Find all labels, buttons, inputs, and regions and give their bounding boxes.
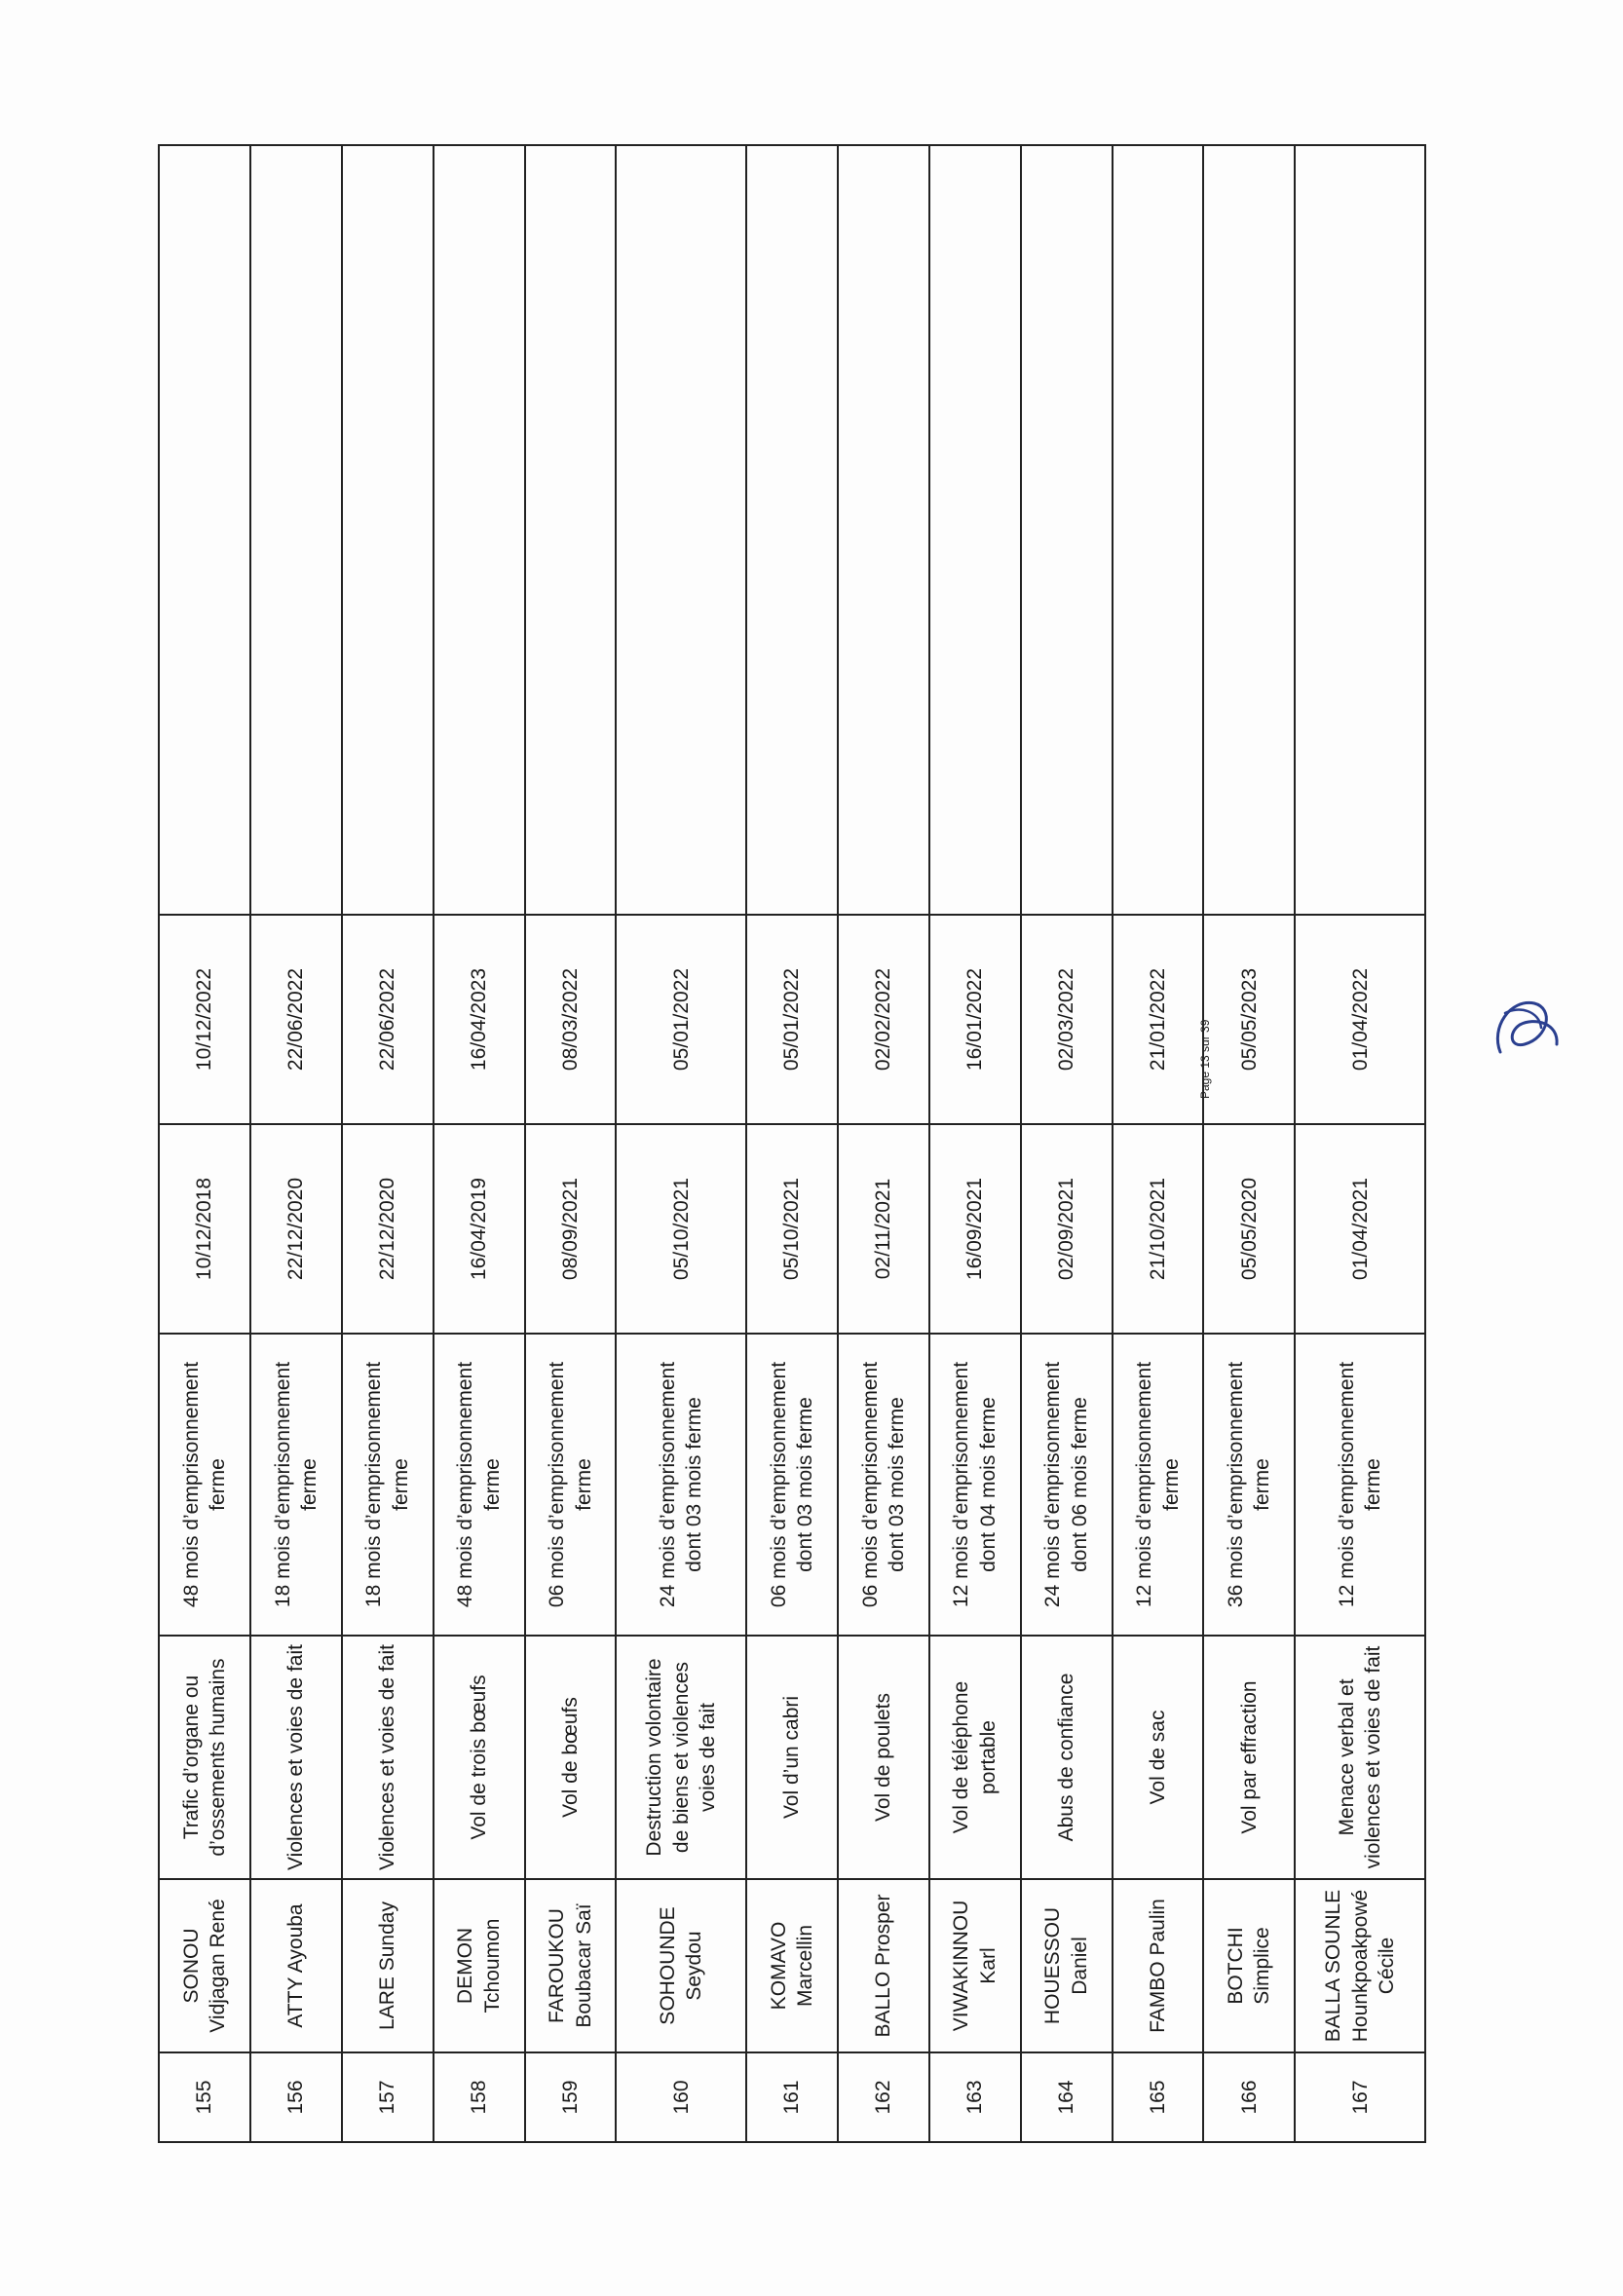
table-body	[159, 145, 1425, 2142]
cell-offense: Menace verbal et violences et voies de fait	[1295, 1636, 1425, 1879]
cell-date-start: 05/05/2020	[1203, 1124, 1295, 1334]
cell-name: ATTY Ayouba	[250, 1879, 342, 2052]
cell-number: 167	[1295, 2052, 1425, 2142]
cell-name: BALLO Prosper	[838, 1879, 929, 2052]
cell-observation	[746, 145, 838, 915]
cell-name: SOHOUNDE Seydou	[616, 1879, 746, 2052]
cell-number: 164	[1021, 2052, 1113, 2142]
cell-date-start: 21/10/2021	[1113, 1124, 1204, 1334]
page-number: Page 13 sur 39	[1198, 1019, 1212, 1099]
table-row	[1113, 145, 1204, 2142]
cell-date-end: 08/03/2022	[525, 915, 617, 1124]
cell-sentence: 12 mois d’emprisonnement ferme	[1295, 1334, 1425, 1636]
cell-date-start: 02/09/2021	[1021, 1124, 1113, 1334]
table-row	[616, 145, 746, 2142]
cell-number: 155	[159, 2052, 250, 2142]
cell-date-end: 16/01/2022	[929, 915, 1021, 1124]
cell-date-start: 16/04/2019	[434, 1124, 525, 1334]
cell-number: 161	[746, 2052, 838, 2142]
cell-offense: Vol par effraction	[1203, 1636, 1295, 1879]
cell-observation	[838, 145, 929, 915]
cell-date-end: 01/04/2022	[1295, 915, 1425, 1124]
cell-number: 163	[929, 2052, 1021, 2142]
cell-offense: Vol de téléphone portable	[929, 1636, 1021, 1879]
cell-date-start: 22/12/2020	[250, 1124, 342, 1334]
cell-observation	[250, 145, 342, 915]
cell-sentence: 06 mois d’emprisonnement dont 03 mois ferme	[746, 1334, 838, 1636]
cell-number: 165	[1113, 2052, 1204, 2142]
cell-sentence: 24 mois d’emprisonnement dont 03 mois ferme	[616, 1334, 746, 1636]
cell-number: 166	[1203, 2052, 1295, 2142]
cell-date-start: 05/10/2021	[746, 1124, 838, 1334]
table-row	[746, 145, 838, 2142]
cell-sentence: 12 mois d’emprisonnement dont 04 mois ferme	[929, 1334, 1021, 1636]
cell-offense: Trafic d’organe ou d’ossements humains	[159, 1636, 250, 1879]
cell-name: FAROUKOU Boubacar Saï	[525, 1879, 617, 2052]
cell-date-start: 01/04/2021	[1295, 1124, 1425, 1334]
table-row	[434, 145, 525, 2142]
cell-date-end: 16/04/2023	[434, 915, 525, 1124]
cell-offense: Vol de sac	[1113, 1636, 1204, 1879]
cell-observation	[159, 145, 250, 915]
cell-offense: Destruction volontaire de biens et violences voies de fait	[616, 1636, 746, 1879]
cell-offense: Vol de poulets	[838, 1636, 929, 1879]
table-row	[525, 145, 617, 2142]
cell-sentence: 12 mois d’emprisonnement ferme	[1113, 1334, 1204, 1636]
cell-offense: Vol d’un cabri	[746, 1636, 838, 1879]
cell-number: 157	[342, 2052, 434, 2142]
table-row	[1203, 145, 1295, 2142]
signature-mark	[1481, 984, 1568, 1072]
cell-date-start: 22/12/2020	[342, 1124, 434, 1334]
cell-name: LARE Sunday	[342, 1879, 434, 2052]
cell-offense: Violences et voies de fait	[250, 1636, 342, 1879]
cell-name: SONOU Vidjagan René	[159, 1879, 250, 2052]
table-row	[1295, 145, 1425, 2142]
cell-sentence: 06 mois d’emprisonnement dont 03 mois ferme	[838, 1334, 929, 1636]
cell-observation	[1021, 145, 1113, 915]
cell-date-end: 05/01/2022	[616, 915, 746, 1124]
cell-date-end: 22/06/2022	[250, 915, 342, 1124]
cell-date-end: 02/02/2022	[838, 915, 929, 1124]
cell-date-start: 08/09/2021	[525, 1124, 617, 1334]
cell-date-start: 10/12/2018	[159, 1124, 250, 1334]
cell-observation	[616, 145, 746, 915]
cell-date-end: 02/03/2022	[1021, 915, 1113, 1124]
cell-sentence: 36 mois d’emprisonnement ferme	[1203, 1334, 1295, 1636]
cell-observation	[1113, 145, 1204, 915]
table-row	[838, 145, 929, 2142]
cell-name: DEMON Tchoumon	[434, 1879, 525, 2052]
cell-number: 160	[616, 2052, 746, 2142]
cell-offense: Abus de confiance	[1021, 1636, 1113, 1879]
cell-date-end: 10/12/2022	[159, 915, 250, 1124]
cell-sentence: 48 mois d’emprisonnement ferme	[159, 1334, 250, 1636]
cell-sentence: 48 mois d’emprisonnement ferme	[434, 1334, 525, 1636]
cell-sentence: 18 mois d’emprisonnement ferme	[250, 1334, 342, 1636]
cell-observation	[434, 145, 525, 915]
cell-name: BALLA SOUNLE Hounkpoakpowé Cécile	[1295, 1879, 1425, 2052]
cell-date-end: 05/05/2023	[1203, 915, 1295, 1124]
cell-number: 158	[434, 2052, 525, 2142]
cell-observation	[342, 145, 434, 915]
cell-name: FAMBO Paulin	[1113, 1879, 1204, 2052]
cell-observation	[1203, 145, 1295, 915]
table-row	[159, 145, 250, 2142]
cell-date-end: 05/01/2022	[746, 915, 838, 1124]
cell-date-start: 16/09/2021	[929, 1124, 1021, 1334]
cell-name: KOMAVO Marcellin	[746, 1879, 838, 2052]
records-table	[158, 144, 1426, 2143]
cell-observation	[525, 145, 617, 915]
cell-offense: Vol de bœufs	[525, 1636, 617, 1879]
cell-name: VIWAKINNOU Karl	[929, 1879, 1021, 2052]
records-table-rotated	[158, 146, 1426, 2143]
cell-number: 159	[525, 2052, 617, 2142]
table-row	[250, 145, 342, 2142]
table-row	[342, 145, 434, 2142]
cell-number: 162	[838, 2052, 929, 2142]
table-row	[929, 145, 1021, 2142]
cell-date-start: 05/10/2021	[616, 1124, 746, 1334]
cell-offense: Violences et voies de fait	[342, 1636, 434, 1879]
cell-sentence: 18 mois d’emprisonnement ferme	[342, 1334, 434, 1636]
cell-sentence: 24 mois d’emprisonnement dont 06 mois ferme	[1021, 1334, 1113, 1636]
cell-number: 156	[250, 2052, 342, 2142]
cell-name: BOTCHI Simplice	[1203, 1879, 1295, 2052]
cell-observation	[929, 145, 1021, 915]
cell-date-end: 21/01/2022	[1113, 915, 1204, 1124]
cell-sentence: 06 mois d’emprisonnement ferme	[525, 1334, 617, 1636]
cell-date-start: 02/11/2021	[838, 1124, 929, 1334]
cell-offense: Vol de trois bœufs	[434, 1636, 525, 1879]
cell-observation	[1295, 145, 1425, 915]
table-row	[1021, 145, 1113, 2142]
cell-name: HOUESSOU Daniel	[1021, 1879, 1113, 2052]
cell-date-end: 22/06/2022	[342, 915, 434, 1124]
